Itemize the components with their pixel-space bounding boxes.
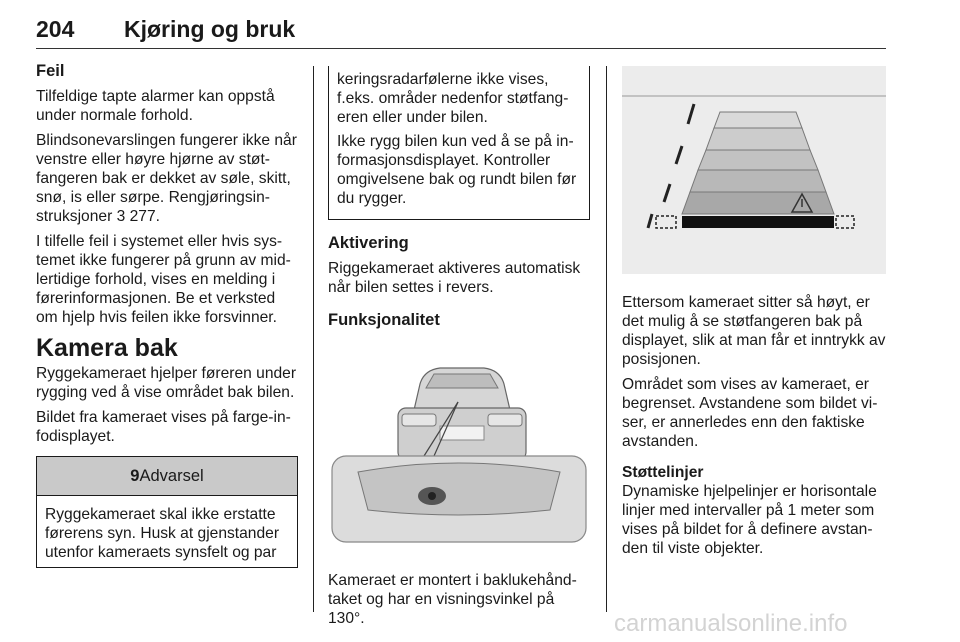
column-divider-2 (606, 66, 607, 612)
heading-stottelinjer: Støttelinjer (622, 464, 704, 481)
column-3 (622, 66, 886, 564)
warning-box (36, 456, 298, 568)
page-number: 204 (36, 16, 75, 42)
paragraph: Bildet fra kameraet vises på farge-infodisplayet. (36, 409, 291, 445)
paragraph: Dynamiske hjelpelinjer er horisontale linjer med intervaller på 1 meter som vises på bildet for å definere avstanden til viste objekter. (622, 483, 877, 557)
warning-text: Ikke rygg bilen kun ved å se på informasjonsdisplayet. Kontroller omgivelsene bak og rundt bilen før du rygger. (337, 133, 577, 207)
paragraph: Området som vises av kameraet, er begrenset. Avstandene som bildet viser, er annerledes enn den faktiske avstanden. (622, 376, 878, 450)
warning-box-continued (328, 66, 590, 220)
warning-title: Advarsel (139, 467, 204, 485)
paragraph: Riggekameraet aktiveres automatisk når bilen settes i revers. (328, 260, 581, 296)
warning-header (37, 457, 297, 496)
page-header (36, 10, 884, 50)
warning-text: keringsradarfølerne ikke vises, f.eks. områder nedenfor støtfangeren eller under bilen. (337, 71, 569, 126)
column-divider-1 (313, 66, 314, 612)
page-title: Kjøring og bruk (124, 16, 296, 42)
watermark: carmanualsonline.info (614, 610, 848, 637)
paragraph: Ryggekameraet hjelper føreren under rygging ved å vise området bak bilen. (36, 365, 297, 401)
column-2 (328, 66, 590, 634)
heading-aktivering: Aktivering (328, 234, 409, 252)
cross-reference-link[interactable]: 3 277. (116, 208, 160, 225)
paragraph: I tilfelle feil i systemet eller hvis systemet ikke fungerer på grunn av midlertidige forhold, vises en melding i førerinformasjonen. Be et verksted om hjelp hvis feilen ikke forsvinner. (36, 233, 291, 326)
heading-funksjonalitet: Funksjonalitet (328, 311, 440, 329)
paragraph: Blindsonevarslingen fungerer ikke når venstre eller høyre hjørne av støtfangeren bak er dekket av søle, skitt, snø, is eller sørpe. Rengjøringsinstruksjoner 3 277. (36, 132, 297, 225)
paragraph: Tilfeldige tapte alarmer kan oppstå under normale forhold. (36, 88, 275, 124)
guideline-display-illustration (622, 66, 886, 274)
paragraph: Kameraet er montert i baklukehåndtaket og har en visningsvinkel på 130°. (328, 572, 577, 627)
rear-camera-illustration (328, 344, 590, 552)
heading-feil: Feil (36, 62, 65, 80)
heading-kamera-bak: Kamera bak (36, 334, 178, 362)
warning-icon: 9 (130, 467, 140, 485)
header-rule (36, 48, 886, 49)
warning-body: Ryggekameraet skal ikke erstatte førerens syn. Husk at gjenstander utenfor kameraets synsfelt og par (45, 506, 280, 561)
column-1 (36, 62, 298, 568)
paragraph: Ettersom kameraet sitter så høyt, er det mulig å se støtfangeren bak på displayet, slik at man får et inntrykk av posisjonen. (622, 294, 886, 368)
